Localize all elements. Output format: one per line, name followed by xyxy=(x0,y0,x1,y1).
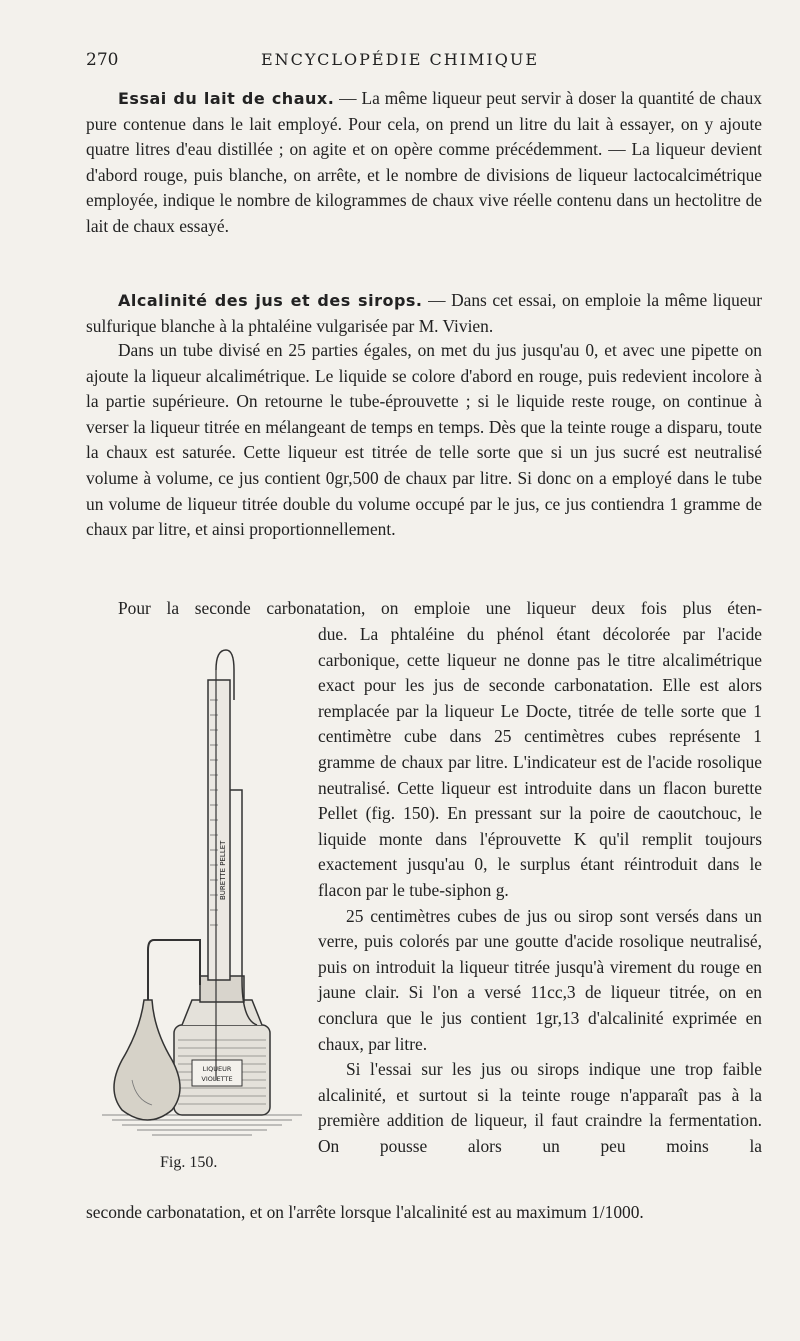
section-lait-de-chaux xyxy=(86,86,762,240)
figure-caption: Fig. 150. xyxy=(160,1154,218,1171)
section-text-lait-de-chaux: — La même liqueur peut servir à doser la quantité de chaux pure contenue dans le lait employé. Pour cela, on prend un litre du lait à essayer, on y ajoute quatre litres d'eau distillée ; on agite et on opère comme précédemment. — La liqueur devient d'abord rouge, puis blanche, on arrête, et le nombre de divisions de liqueur lactocalcimétrique employée, indique le nombre de kilogrammes de chaux vive réelle contenu dans un hectolitre de lait de chaux essayé. xyxy=(86,88,763,236)
section-heading-alcalinite: Alcalinité des jus et des sirops. xyxy=(118,291,423,310)
section-alcalinite xyxy=(86,288,762,339)
section-text-alcalinite: — Dans cet essai, on emploie la même liqueur sulfurique blanche à la phtaléine vulgarisée par M. Vivien. xyxy=(86,290,762,336)
paragraph-text: Pour la seconde carbonatation, on emploie une liqueur deux fois plus éten- xyxy=(118,598,762,618)
bottle-label-line1: LIQUEUR xyxy=(202,1065,232,1073)
right-paragraph-1: due. La phtaléine du phénol étant décolorée par l'acide carbonique, cette liqueur ne donne pas le titre alcalimétrique exact pour les jus de seconde carbonatation. Elle est alors remplacée par la liqueur Le Docte, titrée de telle sorte que 1 centimètre cube dans 25 centimètres cubes représente 1 gramme de chaux par litre. L'indicateur est de l'acide rosolique neutralisé. Cette liqueur est introduite dans un flacon burette Pellet (fig. 150). En pressant sur la poire de caoutchouc, le liquide monte dans l'éprouvette K qu'il remplit toujours exactement jusqu'au 0, le surplus étant réintroduit dans le flacon par le tube-siphon g. xyxy=(318,624,762,900)
right-paragraph-3: Si l'essai sur les jus ou sirops indique une trop faible alcalinité, et surtout si la teinte rouge n'apparaît pas à la première addition de liqueur, il faut craindre la fermentation. On pousse alors un peu moins la xyxy=(318,1059,762,1156)
figure-burette-pellet xyxy=(92,640,312,1150)
page-header xyxy=(0,50,800,74)
bottle-label-line2: VIOLETTE xyxy=(201,1075,233,1083)
burette-illustration xyxy=(92,640,312,1150)
right-paragraph-2: 25 centimètres cubes de jus ou sirop sont versés dans un verre, puis colorés par une goutte d'acide rosolique neutralisé, puis on introduit la liqueur titrée jusqu'à virement du rouge en jaune clair. Si l'on a versé 11cc,3 de liqueur titrée, on en conclura que le jus contient 1gr,13 d'alcalinité exprimée en chaux, par litre. xyxy=(318,905,762,1054)
tube-label: BURETTE PELLET xyxy=(219,840,227,900)
paragraph-tube-divise xyxy=(86,338,762,543)
section-heading-lait-de-chaux: Essai du lait de chaux. xyxy=(118,89,335,108)
running-title: ENCYCLOPÉDIE CHIMIQUE xyxy=(260,50,540,69)
right-column-text xyxy=(318,622,762,1159)
paragraph-text: Dans un tube divisé en 25 parties égales, on met du jus jusqu'au 0, et avec une pipette on ajoute la liqueur alcalimétrique. Le liquide se colore d'abord en rouge, puis redevient incolore à la partie supérieure. On retourne le tube-éprouvette ; si le liquide reste rouge, on continue à verser la liqueur titrée en mélangeant de temps en temps. Dès que la teinte rouge a disparu, toute la chaux est saturée. Cette liqueur est titrée de telle sorte que si un jus sucré est neutralisé volume à volume, ce jus contient 0gr,500 de chaux par litre. Si donc on a employé dans le tube un volume de liqueur titrée double du volume occupé par le jus, ce jus contiendra 1 gramme de chaux par litre, et ainsi proportionnellement. xyxy=(86,340,762,540)
paragraph-seconde-carbonatation xyxy=(86,596,762,622)
bottom-text: seconde carbonatation, et on l'arrête lorsque l'alcalinité est au maximum 1/1000. xyxy=(86,1202,644,1222)
page-number: 270 xyxy=(86,50,119,70)
